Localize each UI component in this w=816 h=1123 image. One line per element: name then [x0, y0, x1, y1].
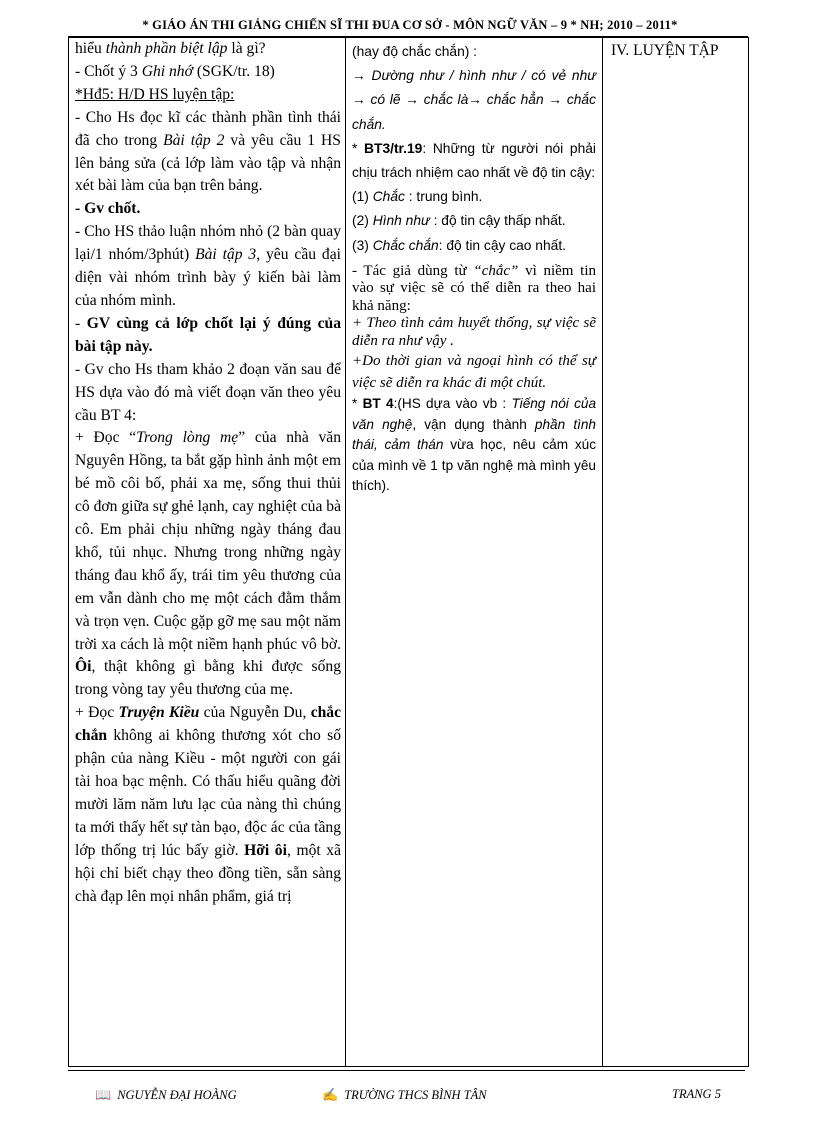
bt4-instruction: * BT 4:(HS dựa vào vb : Tiếng nói của văn nghệ, vận dụng thành phần tình thái, cảm thán vừa học, nêu cảm xúc của mình về 1 tp văn nghệ mà mình yêu thích). — [352, 396, 597, 494]
bt3-heading: * BT3/tr.19: Những từ người nói phải chịu trách nhiệm cao nhất về độ tin cậy: — [352, 140, 597, 181]
bt3-item-3: (3) Chắc chắn: độ tin cậy cao nhất. — [352, 237, 566, 253]
activity-5-heading: *Hđ5: H/D HS luyện tập: — [75, 85, 235, 103]
page-header: * GIÁO ÁN THI GIẢNG CHIẾN SĨ THI ĐUA CƠ SỞ - MÔN NGỮ VĂN – 9 * NH; 2010 – 2011* — [142, 18, 678, 32]
bt3-item-1: (1) Chắc : trung bình. — [352, 189, 483, 205]
certainty-scale: → Dường như / hình như / có vẻ như → có lẽ → chắc là→ chắc hẳn → chắc chắn. — [352, 68, 596, 132]
sample-paragraph-2: + Đọc Truyện Kiều của Nguyễn Du, chắc chắn không ai không thương xót cho số phận của nàng Kiều - một người con gái tài hoa bạc mệnh. Có thấu hiểu quãng đời mười lăm năm lưu lạc của nàng thì chúng ta mới thấy hết sự tàn bạo, độc ác của tầng lớp thống trị lúc bấy giờ. Hỡi ôi, một xã hội chỉ biết chạy theo đồng tiền, sẵn sàng chà đạp lên mọi nhân phẩm, giá trị — [75, 704, 342, 905]
sample-paragraph-1: + Đọc “Trong lòng mẹ” của nhà văn Nguyên Hồng, ta bắt gặp hình ảnh một em bé mồ côi bố, phải xa mẹ, sống thui thủi cô đơn giữa sự ghẻ lạnh, cay nghiệt của bà cô. Em phải chịu những ngày tháng đau khổ, tủi nhục. Nhưng trong những ngày tháng đau khổ ấy, trái tim yêu thương của em vẫn dành cho mẹ một cách đằm thắm và trọn vẹn. Cuộc gặp gỡ mẹ sau một năm trời xa cách là một niềm hạnh phúc vô bờ. Ôi, thật không gì bằng khi được sống trong vòng tay yêu thương của mẹ. — [75, 429, 341, 699]
col2-line: (hay độ chắc chắn) : — [352, 44, 478, 59]
writing-icon: ✍ — [322, 1087, 339, 1102]
col1-line: hiểu thành phần biệt lập là gì? — [75, 40, 266, 57]
lesson-table — [68, 37, 749, 1067]
footer-school: ✍ TRƯỜNG THCS BÌNH TÂN — [322, 1087, 487, 1102]
col1-line: - Chốt ý 3 Ghi nhớ (SGK/tr. 18) — [75, 62, 275, 80]
section-column — [603, 38, 749, 1067]
bt3-reason-1: + Theo tình cảm huyết thống, sự việc sẽ diễn ra như vậy . — [352, 315, 596, 349]
bt3-item-2: (2) Hình như : độ tin cậy thấp nhất. — [352, 213, 566, 229]
col1-paragraph: - Gv cho Hs tham khảo 2 đoạn văn sau để HS dựa vào đó mà viết đoạn văn theo yêu cầu BT 4: — [75, 360, 341, 424]
col1-paragraph: - Cho Hs đọc kĩ các thành phần tình thái đã cho trong Bài tập 2 và yêu cầu 1 HS lên bảng sửa (cả lớp làm vào tập và nhận xét bài làm của bạn trên bảng. — [75, 108, 341, 195]
content-column — [346, 38, 603, 1067]
col1-paragraph: - Gv chốt. — [75, 200, 141, 218]
book-icon: 📖 — [95, 1087, 112, 1102]
bt3-explanation: - Tác giả dùng từ “chắc” vì niềm tin vào sự việc sẽ có thể diễn ra theo hai khả năng: — [352, 262, 596, 314]
footer-author: 📖 NGUYỄN ĐẠI HOÀNG — [95, 1087, 237, 1102]
footer-page-number: TRANG 5 — [672, 1087, 721, 1101]
section-heading: IV. LUYỆN TẬP — [611, 42, 719, 59]
bt3-reason-2: +Do thời gian và ngoại hình có thể sự việc sẽ diễn ra khác đi một chút. — [352, 353, 596, 392]
teacher-activity-column — [69, 38, 346, 1067]
col1-paragraph: - Cho HS thảo luận nhóm nhỏ (2 bàn quay lại/1 nhóm/3phút) Bài tập 3, yêu cầu đại diện vài nhóm trình bày ý kiến bài làm của nhóm mình. — [75, 223, 341, 309]
footer-rule — [68, 1070, 745, 1071]
col1-paragraph: - GV cùng cả lớp chốt lại ý đúng của bài tập này. — [75, 314, 342, 355]
